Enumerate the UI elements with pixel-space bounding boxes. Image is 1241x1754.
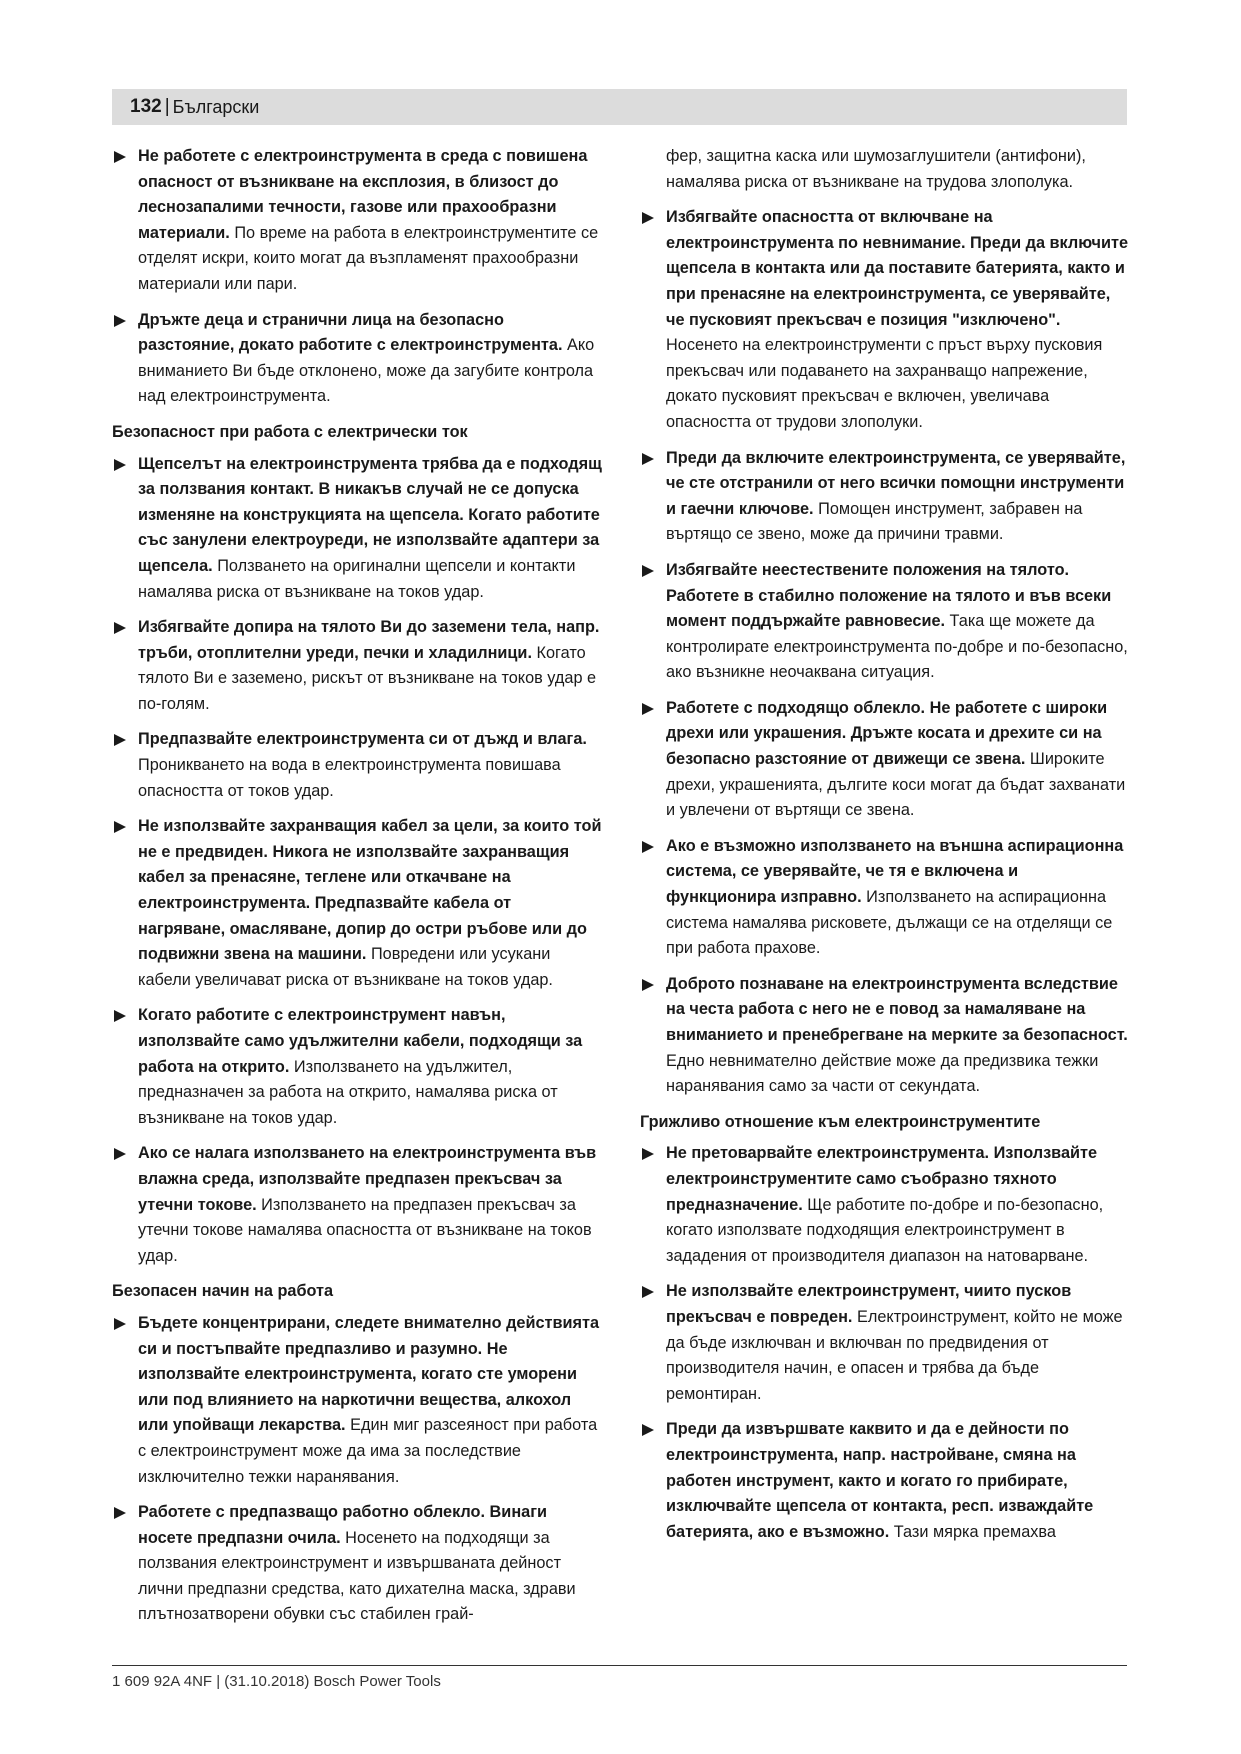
language-label: Български [172, 96, 260, 117]
continued-paragraph: фер, защитна каска или шумозаглушители (антифони), намалява риска от възникване на трудова злополука. [666, 147, 1086, 191]
bullet-arrow-icon [114, 734, 126, 746]
bullet-arrow-icon [114, 622, 126, 634]
instruction-item [640, 1141, 1130, 1269]
bullet-arrow-icon [642, 1148, 654, 1160]
left-column [112, 144, 602, 1638]
instruction-bold-text: Не използвайте захранващия кабел за цели, за които той не е предвиден. Никога не използвайте захранващия кабел за пренасяне, теглене или откачване на електроинструмента. Предпазвайте кабела от нагряване, омасляване, допир до остри ръбове или до подвижни звена на машини. [138, 817, 602, 964]
section-title-safe-work: Безопасен начин на работа [112, 1282, 334, 1301]
footer-text: 1 609 92A 4NF | (31.10.2018) Bosch Power Tools [112, 1673, 441, 1690]
instruction-explanation-text: Електроинструмент, който не може да бъде изключван и включван по предвидения от производителя начин, е опасен и трябва да бъде ремонтиран. [666, 1307, 1123, 1403]
bullet-arrow-icon [114, 1507, 126, 1519]
instruction-bold-text: Доброто познаване на електроинструмента вследствие на честа работа с него не е повод за намаляване на вниманието и пренебрегване на мерките за безопасност. [666, 974, 1128, 1044]
instruction-explanation-text: Ще работите по-добре и по-безопасно, когато използвате подходящия електроинструмент в зададения от производителя диапазон на натоварване. [666, 1195, 1104, 1265]
instruction-explanation-text: Носенето на електроинструменти с пръст върху пусковия прекъсвач или подаването на захранващо напрежение, докато пусковият прекъсвач е включен, увеличава опасността от трудови злополуки. [666, 336, 1103, 431]
instruction-bold-text: Работете с подходящо облекло. Не работете с широки дрехи или украшения. Дръжте косата и дрехите си на безопасно разстояние от движещи се звена. [666, 698, 1108, 769]
bullet-arrow-icon [114, 151, 126, 163]
instruction-bold-text: Когато работите с електроинструмент навън, използвайте само удължителни кабели, подходящи за работа на открито. [138, 1006, 583, 1076]
instruction-item [112, 1003, 602, 1131]
section-title-care: Грижливо отношение към електроинструментите [640, 1112, 1041, 1131]
instruction-bold-text: Преди да извършвате каквито и да е дейности по електроинструмента, напр. настройване, смяна на работен инструмент, както и когато го прибирате, изключвайте щепсела от контакта, респ. изваждайте батерията, ако е възможно. [666, 1420, 1094, 1541]
instruction-explanation-text: Ползването на оригинални щепсели и контакти намалява риска от възникване на токов удар. [138, 556, 576, 601]
instruction-explanation-text: Помощен инструмент, забравен на въртящо се звено, може да причини травми. [666, 499, 1083, 544]
instruction-item [640, 205, 1130, 435]
bullet-arrow-icon [114, 1318, 126, 1330]
section-title-electric: Безопасност при работа с електрически ток [112, 422, 468, 441]
instruction-item [112, 615, 602, 717]
instruction-item [112, 1141, 602, 1269]
bullet-arrow-icon [642, 841, 654, 853]
bullet-arrow-icon [114, 459, 126, 471]
footer-divider [112, 1665, 1127, 1666]
instruction-explanation-text: Едно невнимателно действие може да предизвика тежки наранявания само за части от секундата. [666, 1051, 1099, 1096]
bullet-arrow-icon [114, 1148, 126, 1160]
bullet-arrow-icon [642, 453, 654, 465]
instruction-bold-text: Дръжте деца и странични лица на безопасно разстояние, докато работите с електроинструмента. [138, 310, 563, 355]
instruction-bold-text: Не претоварвайте електроинструмента. Използвайте електроинструментите само съобразно тяхното предназначение. [666, 1144, 1098, 1214]
instruction-explanation-text: Използването на предпазен прекъсвач за утечни токове намалява опасността от възникване на токов удар. [138, 1195, 592, 1265]
instruction-bold-text: Ако е възможно използването на външна аспирационна система, се уверявайте, че тя е включена и функционира изправно. [666, 836, 1124, 907]
instruction-explanation-text: Използването на удължител, предназначен за работа на открито, намалява риска от възникване на токов удар. [138, 1057, 558, 1127]
bullet-arrow-icon [114, 821, 126, 833]
instruction-bold-text: Ако се налага използването на електроинструмента във влажна среда, използвайте предпазен прекъсвач за утечни токове. [138, 1144, 597, 1214]
instruction-bold-text: Работете с предпазващо работно облекло. Винаги носете предпазни очила. [138, 1503, 547, 1547]
instruction-explanation-text: Носенето на подходящи за ползвания електроинструмент и извършваната дейност лични предпазни средства, като дихателна маска, здрави плътнозатворени обувки със стабилен грай- [138, 1528, 576, 1624]
instruction-item [112, 452, 602, 606]
instruction-item [640, 1417, 1130, 1545]
instruction-item [640, 696, 1130, 824]
instruction-explanation-text: Проникването на вода в електроинструмента повишава опасността от токов удар. [138, 756, 561, 800]
header-separator: | [164, 96, 170, 117]
instruction-bold-text: Не използвайте електроинструмент, чиито пусков прекъсвач е повреден. [666, 1282, 1072, 1326]
right-items-a [640, 205, 1130, 1100]
bullet-arrow-icon [642, 565, 654, 577]
instruction-item [640, 972, 1130, 1100]
instruction-bold-text: Не работете с електроинструмента в среда с повишена опасност от възникване на експлозия, в близост до леснозапалими течности, газове или прахообразни материали. [138, 147, 588, 242]
left-items-c [112, 1311, 602, 1628]
right-column [640, 144, 1130, 1555]
bullet-arrow-icon [642, 212, 654, 224]
instruction-item [112, 144, 602, 298]
instruction-bold-text: Избягвайте неестествените положения на тялото. Работете в стабилно положение на тялото и във всеки момент поддържайте равновесие. [666, 560, 1112, 631]
bullet-arrow-icon [642, 979, 654, 991]
instruction-item [640, 834, 1130, 962]
page-number: 132 [130, 96, 162, 117]
instruction-item [640, 558, 1130, 686]
instruction-explanation-text: Тази мярка премахва [889, 1522, 1056, 1541]
bullet-arrow-icon [114, 1010, 126, 1022]
instruction-bold-text: Бъдете концентрирани, следете внимателно действията си и постъпвайте предпазливо и разумно. Не използвайте електроинструмента, когато сте уморени или под влиянието на наркотични вещества, алкохол или упойващи лекарства. [138, 1313, 600, 1435]
instruction-bold-text: Предпазвайте електроинструмента си от дъжд и влага. [138, 730, 587, 749]
instruction-item [112, 727, 602, 804]
instruction-explanation-text: Повредени или усукани кабели увеличават риска от възникване на токов удар. [138, 945, 553, 989]
instruction-item [112, 1311, 602, 1490]
instruction-explanation-text: Ако вниманието Ви бъде отклонено, може да загубите контрола над електроинструмента. [138, 336, 595, 406]
instruction-item [640, 1279, 1130, 1407]
bullet-arrow-icon [642, 1286, 654, 1298]
instruction-explanation-text: Широките дрехи, украшенията, дългите коси могат да бъдат захванати и увлечени от въртящи се звена. [666, 750, 1126, 820]
page-header [112, 89, 1127, 125]
instruction-bold-text: Преди да включите електроинструмента, се уверявайте, че сте отстранили от него всички помощни инструменти и гаечни ключове. [666, 448, 1126, 518]
instruction-explanation-text: Един миг разсеяност при работа с електроинструмент може да има за последствие изключително тежки наранявания. [138, 1416, 598, 1486]
instruction-item [112, 308, 602, 410]
instruction-explanation-text: Използването на аспирационна система намалява рисковете, дължащи се на отделящи се при работа прахове. [666, 888, 1113, 958]
left-items-b [112, 452, 602, 1270]
instruction-item [112, 1500, 602, 1628]
right-items-b [640, 1141, 1130, 1545]
instruction-bold-text: Избягвайте опасността от включване на електроинструмента по невнимание. Преди да включите щепсела в контакта или да поставите батерията, както и при пренасяне на електроинструмента, се уверявайте, че пусковият прекъсвач е позиция "изключено". [666, 208, 1129, 329]
instruction-item [640, 446, 1130, 548]
left-items-a [112, 144, 602, 410]
instruction-bold-text: Избягвайте допира на тялото Ви до заземени тела, напр. тръби, отоплителни уреди, печки и хладилници. [138, 618, 600, 662]
instruction-item [112, 814, 602, 993]
bullet-arrow-icon [114, 315, 126, 327]
instruction-explanation-text: Така ще можете да контролирате електроинструмента по-добре и по-безопасно, ако възникне неочаквана ситуация. [666, 612, 1128, 682]
instruction-explanation-text: По време на работа в електроинструментите се отделят искри, които могат да възпламенят прахообразни материали или пари. [138, 223, 599, 293]
bullet-arrow-icon [642, 1424, 654, 1436]
instruction-explanation-text: Когато тялото Ви е заземено, рискът от възникване на токов удар е по-голям. [138, 643, 597, 713]
instruction-bold-text: Щепселът на електроинструмента трябва да е подходящ за ползвания контакт. В никакъв случай не се допуска изменяне на конструкцията на щепсела. Когато работите със занулени електроуреди, не използвайте адаптери за щепсела. [138, 454, 602, 575]
bullet-arrow-icon [642, 703, 654, 715]
